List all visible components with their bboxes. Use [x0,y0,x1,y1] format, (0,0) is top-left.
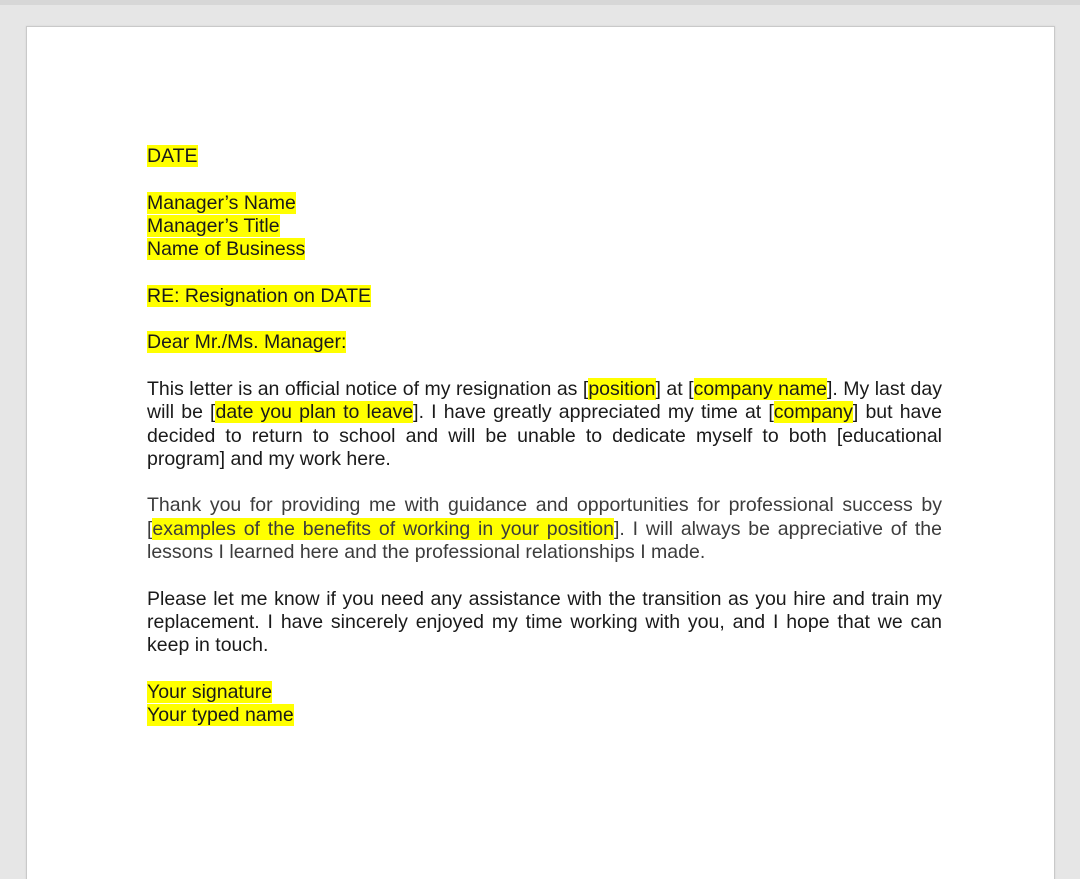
document-page[interactable] [26,26,1055,879]
company-name-placeholder: company name [693,377,827,400]
typed-name-placeholder: Your typed name [147,704,294,727]
paragraph-thank-you [147,494,942,564]
letter-body [147,145,942,751]
paragraph-transition: Please let me know if you need any assistance with the transition as you hire and train my replacement. I have sincerely enjoyed my time working with you, and I hope that we can keep in touch. [147,587,942,657]
paragraph1-text-1: This letter is an official notice of my resignation as [ [147,377,589,400]
paragraph-resignation-notice [147,378,942,471]
manager-name-placeholder: Manager’s Name [147,191,296,214]
leave-date-placeholder: date you plan to leave [215,401,414,424]
toolbar-edge [0,0,1080,5]
salutation: Dear Mr./Ms. Manager: [147,331,347,354]
recipient-block [147,192,942,262]
paragraph1-text-4: ]. I have greatly appreciated my time at [ [413,401,774,424]
date-placeholder: DATE [147,145,198,167]
signature-block [147,681,942,728]
paragraph2-text-1: Thank you for providing me with guidance and opportunities for professional success by [ [147,494,942,540]
salutation-block [147,331,942,354]
signature-placeholder: Your signature [147,680,273,703]
business-name-placeholder: Name of Business [147,238,306,261]
manager-title-placeholder: Manager’s Title [147,214,280,237]
subject-line: RE: Resignation on DATE [147,284,371,307]
date-block [147,145,942,168]
paragraph2-text-2: ]. I will always be appreciative of the lessons I learned here and the professional relationships I made. [147,517,942,564]
subject-block [147,285,942,308]
paragraph1-text-3: ]. My last day will be [ [147,377,942,424]
position-placeholder: position [588,377,656,400]
paragraph1-text-5: ] but have decided to return to school and will be unable to dedicate myself to both [educational program] and my work here. [147,401,942,470]
benefits-placeholder: examples of the benefits of working in your position [152,517,614,540]
paragraph1-text-2: ] at [ [655,377,694,400]
company-placeholder: company [773,401,853,424]
